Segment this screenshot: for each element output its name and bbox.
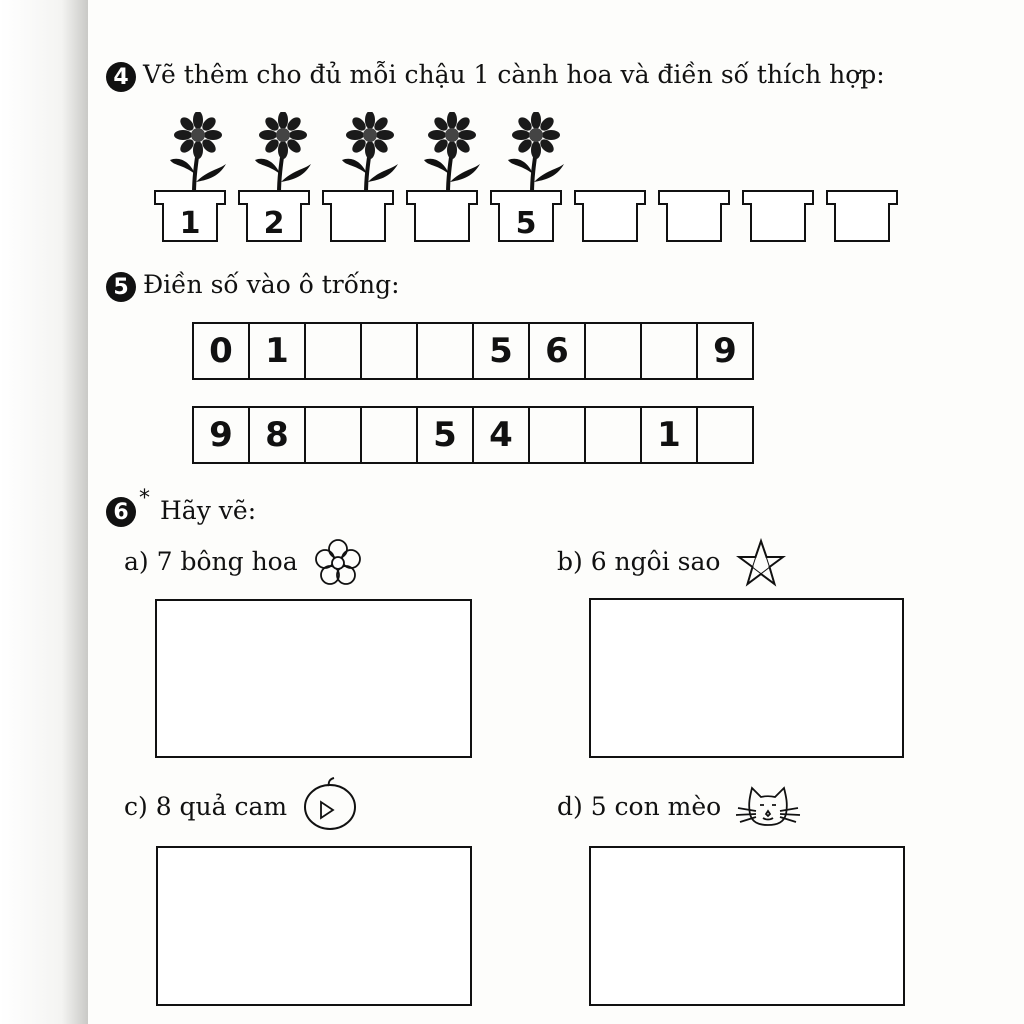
pot-number [834,204,890,242]
number-cell[interactable]: 5 [474,324,530,378]
number-cell[interactable] [306,324,362,378]
flower-pot[interactable] [490,190,562,244]
flower-pot[interactable] [574,190,646,244]
number-cell[interactable]: 8 [250,408,306,462]
exercise-4-heading: Vẽ thêm cho đủ mỗi chậu 1 cành hoa và điền số thích hợp: [143,60,885,89]
flower-pot[interactable] [322,190,394,244]
exercise-4-number: 4 [106,62,136,92]
task-b-label: b) 6 ngôi sao [557,547,721,576]
number-cell[interactable] [362,324,418,378]
exercise-6-number: 6 [106,497,136,527]
pot-number: 5 [515,205,537,241]
number-cell[interactable]: 0 [194,324,250,378]
number-sequence-row [192,322,754,380]
flower-icon [506,112,566,194]
flower-pot[interactable] [658,190,730,244]
cat-face-icon [734,784,802,828]
task-c-label: c) 8 quả cam [124,792,288,821]
exercise-5-heading: Điền số vào ô trống: [143,270,400,299]
pot-number [666,204,722,242]
drawing-box-c[interactable] [156,846,472,1006]
pot-number [414,204,470,242]
flower-icon [340,112,400,194]
flower-pot[interactable] [826,190,898,244]
orange-icon [301,776,359,832]
drawing-box-a[interactable] [155,599,472,758]
flower-outline-icon [313,538,363,588]
pot-number: 1 [179,205,201,241]
number-cell[interactable] [586,324,642,378]
number-cell[interactable]: 1 [642,408,698,462]
number-cell[interactable]: 9 [713,331,737,371]
number-cell[interactable]: 4 [474,408,530,462]
number-cell[interactable]: 1 [250,324,306,378]
number-cell[interactable] [530,408,586,462]
number-cell[interactable] [362,408,418,462]
flower-icon [422,112,482,194]
challenge-star-mark: * [139,486,150,511]
flower-pot[interactable] [154,190,226,244]
flower-icon [253,112,313,194]
task-a-label: a) 7 bông hoa [124,547,298,576]
exercise-6-heading: Hãy vẽ: [160,496,257,525]
pot-number: 2 [263,205,285,241]
number-cell[interactable]: 5 [418,408,474,462]
pot-number [582,204,638,242]
drawing-box-b[interactable] [589,598,904,758]
flower-pot-row [154,190,899,245]
star-outline-icon [736,538,786,588]
number-cell[interactable] [642,324,698,378]
number-cell[interactable] [586,408,642,462]
number-cell[interactable]: 9 [194,408,250,462]
flower-pot[interactable] [406,190,478,244]
flower-pot[interactable] [238,190,310,244]
task-d-label: d) 5 con mèo [557,792,722,821]
number-sequence-row [192,406,754,464]
drawing-box-d[interactable] [589,846,905,1006]
pot-number [750,204,806,242]
page-binding-shadow [0,0,88,1024]
number-cell[interactable] [418,324,474,378]
exercise-5-number: 5 [106,272,136,302]
flower-pot[interactable] [742,190,814,244]
number-cell[interactable] [306,408,362,462]
number-cell[interactable]: 6 [530,324,586,378]
number-cell[interactable] [698,408,752,462]
pot-number [330,204,386,242]
flower-icon [168,112,228,194]
